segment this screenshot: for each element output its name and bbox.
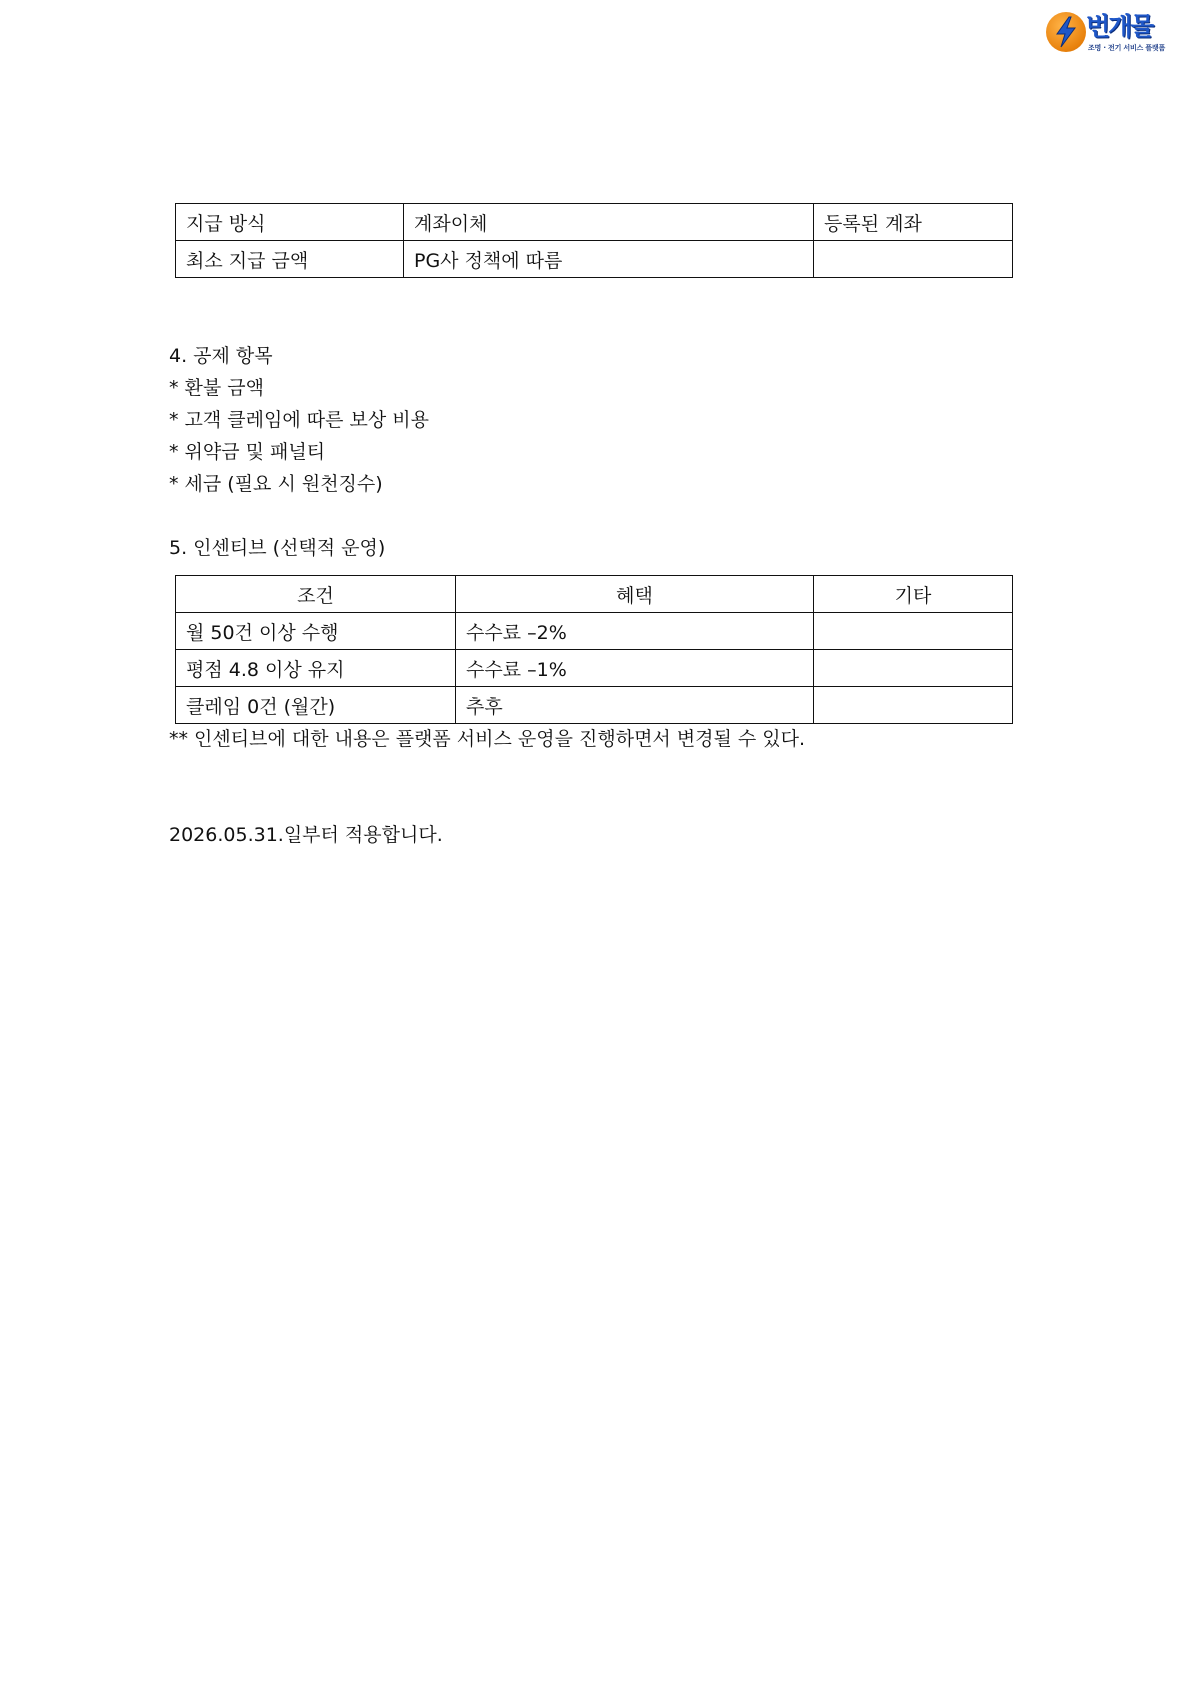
logo-wordmark: 번개몰 bbox=[1086, 12, 1153, 41]
list-item: * 세금 (필요 시 원천징수) bbox=[169, 473, 383, 495]
table-cell: PG사 정책에 따름 bbox=[404, 241, 814, 278]
table-cell: 등록된 계좌 bbox=[814, 204, 1013, 241]
table-row bbox=[176, 613, 1013, 650]
logo-tagline: 조명 · 전기 서비스 플랫폼 bbox=[1088, 44, 1166, 52]
table-cell bbox=[814, 650, 1013, 687]
table-cell: 수수료 –2% bbox=[456, 613, 814, 650]
section-heading-deductions: 4. 공제 항목 bbox=[169, 345, 273, 367]
table-header-cell: 기타 bbox=[814, 576, 1013, 613]
list-item: * 위약금 및 패널티 bbox=[169, 441, 326, 463]
table-row bbox=[176, 687, 1013, 724]
table-cell: 계좌이체 bbox=[404, 204, 814, 241]
table-header-cell: 혜택 bbox=[456, 576, 814, 613]
list-item: * 고객 클레임에 따른 보상 비용 bbox=[169, 409, 429, 431]
table-header-row bbox=[176, 576, 1013, 613]
table-cell: 최소 지급 금액 bbox=[176, 241, 404, 278]
table-row bbox=[176, 241, 1013, 278]
table-row bbox=[176, 650, 1013, 687]
table-row bbox=[176, 204, 1013, 241]
table-cell bbox=[814, 241, 1013, 278]
payment-method-table bbox=[175, 203, 1013, 278]
brand-logo bbox=[1046, 12, 1174, 56]
list-item: * 환불 금액 bbox=[169, 377, 264, 399]
effective-date: 2026.05.31.일부터 적용합니다. bbox=[169, 824, 443, 846]
table-cell: 지급 방식 bbox=[176, 204, 404, 241]
table-header-cell: 조건 bbox=[176, 576, 456, 613]
incentive-table bbox=[175, 575, 1013, 724]
table-cell bbox=[814, 613, 1013, 650]
table-cell: 추후 bbox=[456, 687, 814, 724]
section-heading-incentives: 5. 인센티브 (선택적 운영) bbox=[169, 537, 386, 559]
incentive-note: ** 인센티브에 대한 내용은 플랫폼 서비스 운영을 진행하면서 변경될 수 있다. bbox=[169, 728, 806, 750]
table-cell: 월 50건 이상 수행 bbox=[176, 613, 456, 650]
lightning-bolt-icon bbox=[1046, 12, 1086, 52]
table-cell: 평점 4.8 이상 유지 bbox=[176, 650, 456, 687]
table-cell: 수수료 –1% bbox=[456, 650, 814, 687]
table-cell: 클레임 0건 (월간) bbox=[176, 687, 456, 724]
table-cell bbox=[814, 687, 1013, 724]
